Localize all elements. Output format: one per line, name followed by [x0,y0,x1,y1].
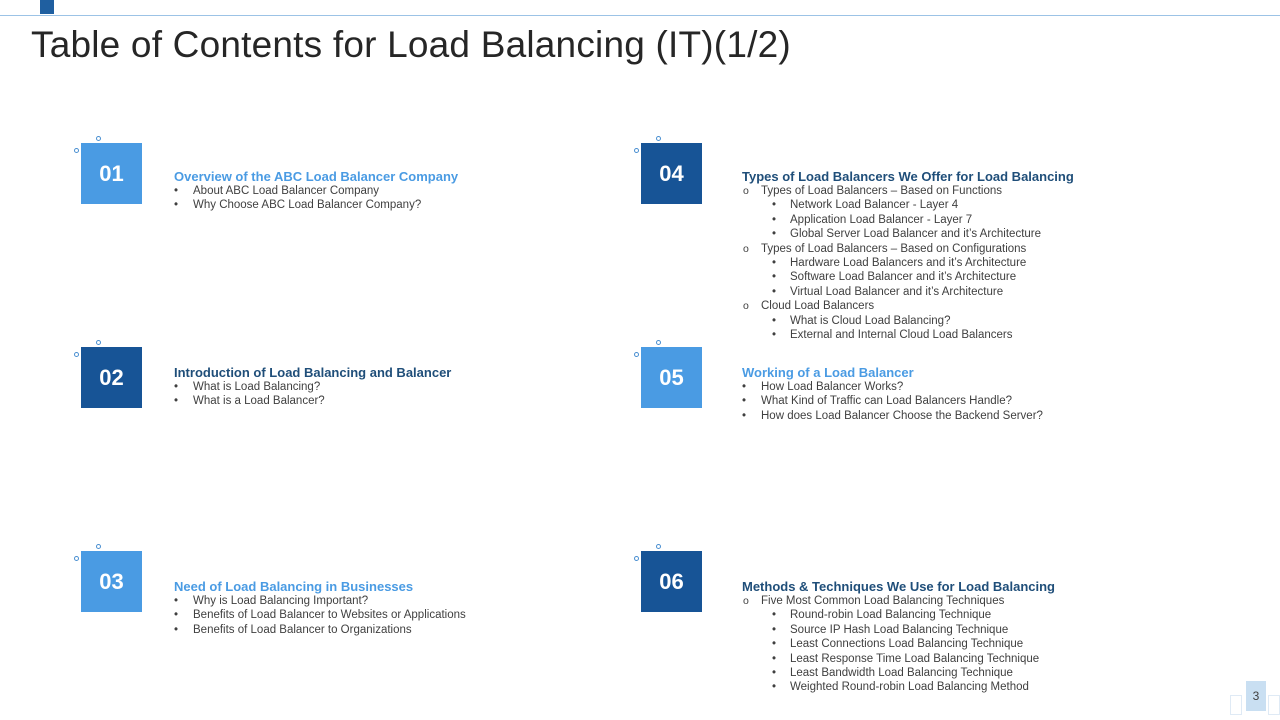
decor-dot-icon [74,148,79,153]
list-item: • Application Load Balancer - Layer 7 [742,213,1202,227]
section-items [174,594,634,637]
list-item: • About ABC Load Balancer Company [174,184,634,198]
list-item: • Software Load Balancer and it’s Architecture [742,270,1202,284]
section-number-badge: 05 [641,347,702,408]
list-item: o Types of Load Balancers – Based on Configurations [742,242,1202,256]
list-item: • Weighted Round-robin Load Balancing Method [742,680,1202,694]
section-items [174,184,634,213]
list-item: • External and Internal Cloud Load Balancers [742,328,1202,342]
list-item: o Cloud Load Balancers [742,299,1202,313]
list-item: • What is Load Balancing? [174,380,634,394]
decor-dot-icon [634,352,639,357]
section-title: Working of a Load Balancer [742,365,914,380]
header-accent-tab [40,0,54,14]
section-number-badge: 04 [641,143,702,204]
list-item: • Network Load Balancer - Layer 4 [742,198,1202,212]
section-number-badge: 01 [81,143,142,204]
section-title: Introduction of Load Balancing and Balancer [174,365,452,380]
list-item: • Benefits of Load Balancer to Organizations [174,623,634,637]
list-item: • Hardware Load Balancers and it’s Architecture [742,256,1202,270]
list-item: • What Kind of Traffic can Load Balancers Handle? [742,394,1202,408]
section-title: Methods & Techniques We Use for Load Balancing [742,579,1056,594]
page-decor [1230,695,1242,715]
section-items [742,594,1202,695]
page-number: 3 [1246,681,1266,711]
section-title: Types of Load Balancers We Offer for Load Balancing [742,169,1074,184]
section-number-badge: 06 [641,551,702,612]
list-item: • Benefits of Load Balancer to Websites or Applications [174,608,634,622]
list-item: • Why Choose ABC Load Balancer Company? [174,198,634,212]
decor-dot-icon [634,556,639,561]
section-items [174,380,634,409]
list-item: • Source IP Hash Load Balancing Technique [742,623,1202,637]
decor-dot-icon [656,544,661,549]
page-decor [1268,695,1280,715]
list-item: • Virtual Load Balancer and it’s Architecture [742,285,1202,299]
section-items [742,184,1202,342]
list-item: • What is Cloud Load Balancing? [742,314,1202,328]
section-items [742,380,1202,423]
decor-dot-icon [96,544,101,549]
decor-dot-icon [656,136,661,141]
header-rule [0,15,1280,16]
section-number-badge: 02 [81,347,142,408]
list-item: • What is a Load Balancer? [174,394,634,408]
list-item: • Round-robin Load Balancing Technique [742,608,1202,622]
list-item: • Least Bandwidth Load Balancing Technique [742,666,1202,680]
list-item: o Types of Load Balancers – Based on Functions [742,184,1202,198]
section-title: Need of Load Balancing in Businesses [174,579,414,594]
decor-dot-icon [634,148,639,153]
section-number-badge: 03 [81,551,142,612]
decor-dot-icon [656,340,661,345]
list-item: • Why is Load Balancing Important? [174,594,634,608]
list-item: • How Load Balancer Works? [742,380,1202,394]
decor-dot-icon [74,556,79,561]
decor-dot-icon [96,340,101,345]
list-item: • Least Response Time Load Balancing Technique [742,652,1202,666]
list-item: • How does Load Balancer Choose the Backend Server? [742,409,1202,423]
list-item: • Least Connections Load Balancing Technique [742,637,1202,651]
slide-title: Table of Contents for Load Balancing (IT)(1/2) [31,24,791,65]
section-title: Overview of the ABC Load Balancer Company [174,169,459,184]
decor-dot-icon [96,136,101,141]
list-item: • Global Server Load Balancer and it’s Architecture [742,227,1202,241]
decor-dot-icon [74,352,79,357]
list-item: o Five Most Common Load Balancing Techniques [742,594,1202,608]
